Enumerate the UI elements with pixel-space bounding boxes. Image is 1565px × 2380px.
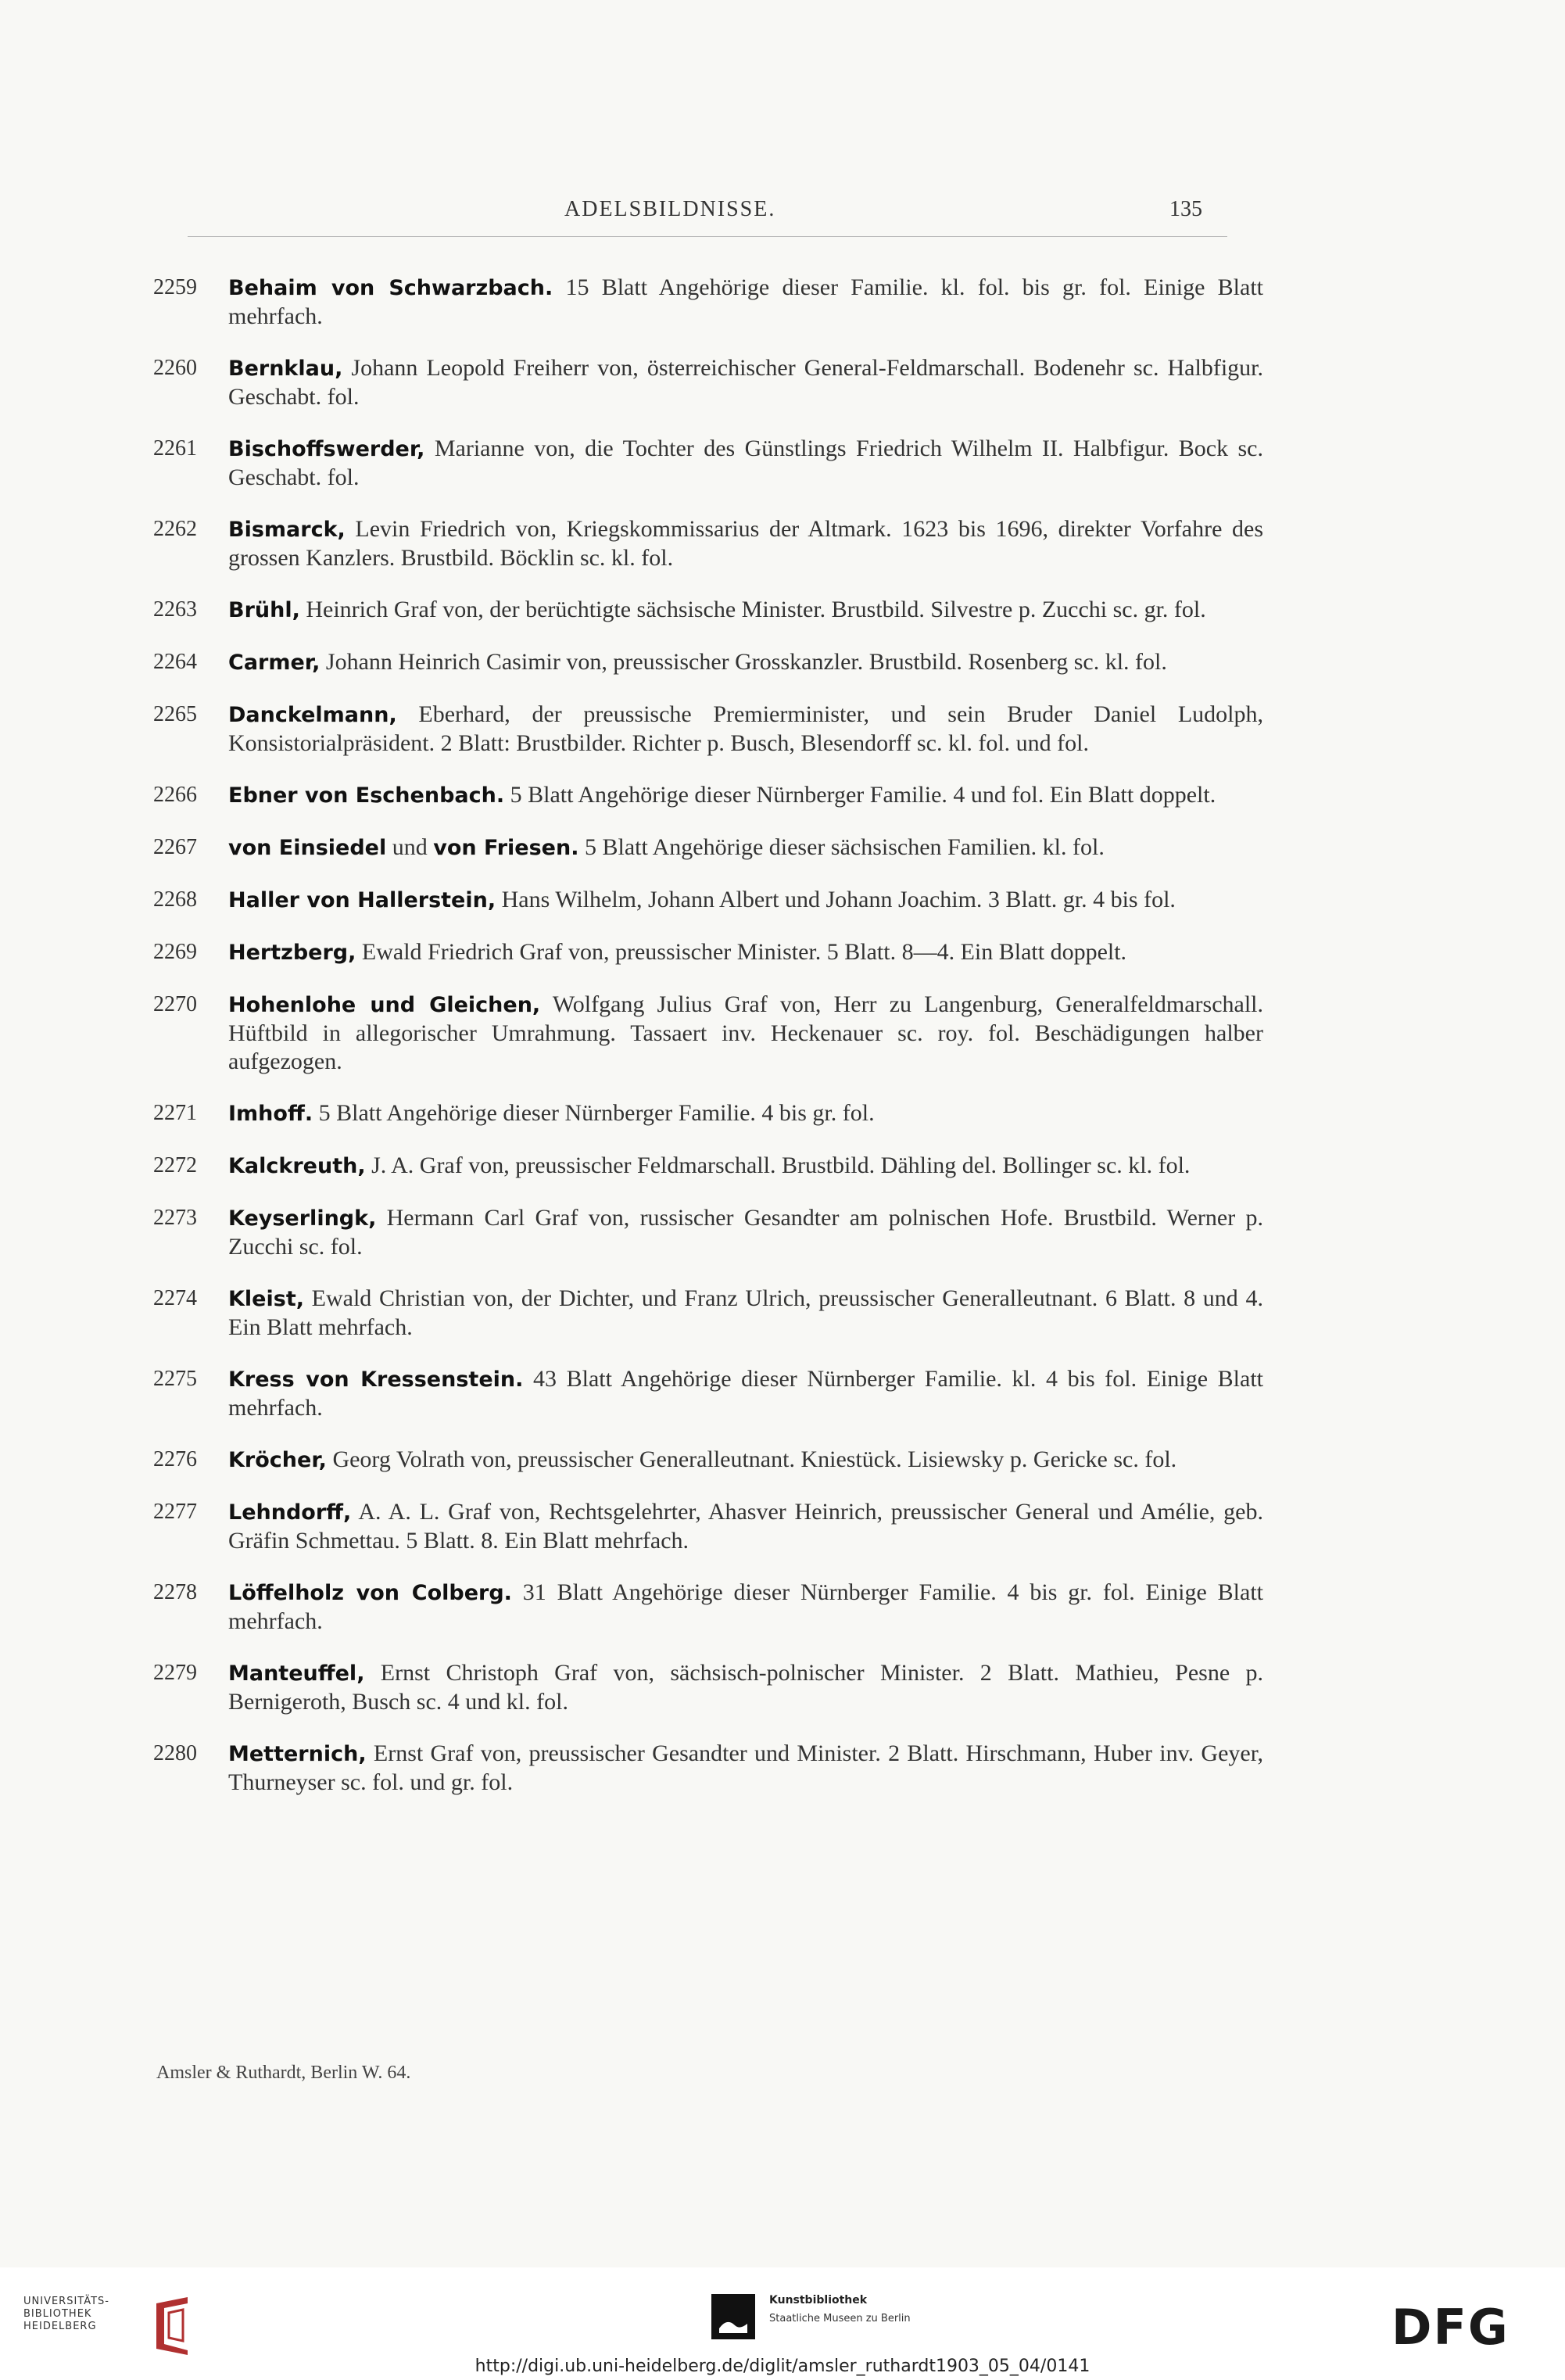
entry-number: 2277	[153, 1500, 197, 1524]
catalog-entry	[153, 781, 1263, 810]
entry-name: Danckelmann,	[228, 703, 397, 727]
entry-number: 2260	[153, 356, 197, 380]
entry-number: 2279	[153, 1661, 197, 1685]
entry-name: Bismarck,	[228, 518, 346, 542]
catalog-entry	[153, 701, 1263, 758]
entry-name: Manteuffel,	[228, 1661, 365, 1686]
catalog-entry	[153, 1446, 1263, 1475]
entry-number: 2276	[153, 1447, 197, 1471]
entry-number: 2271	[153, 1101, 197, 1125]
entry-description: Eberhard, der preussische Premierminister, und sein Bruder Daniel Ludolph, Konsistorialpräsident. 2 Blatt: Brustbilder. Richter p. Busch, Blesendorff sc. kl. fol. und fol.	[228, 701, 1263, 756]
entry-name: Brühl,	[228, 598, 300, 622]
ub-heidelberg-logo[interactable]	[23, 2296, 195, 2358]
entry-number: 2270	[153, 992, 197, 1016]
catalog-entry	[153, 648, 1263, 677]
entry-number: 2265	[153, 702, 197, 726]
catalog-entry	[153, 1498, 1263, 1555]
entry-description: 31 Blatt Angehörige dieser Nürnberger Familie. 4 bis gr. fol. Einige Blatt mehrfach.	[228, 1579, 1263, 1634]
entry-number: 2267	[153, 835, 197, 859]
catalog-entry	[153, 274, 1263, 331]
entry-name: Hohenlohe und Gleichen,	[228, 993, 541, 1017]
dfg-logo[interactable]: DFG	[1391, 2299, 1509, 2356]
ub-line-3: HEIDELBERG	[23, 2321, 97, 2332]
entry-name: von Einsiedel	[228, 836, 387, 860]
entry-number: 2274	[153, 1286, 197, 1310]
entry-description: Johann Leopold Freiherr von, österreichischer General-Feldmarschall. Bodenehr sc. Halbfigur. Geschabt. fol.	[228, 355, 1263, 410]
entry-number: 2263	[153, 597, 197, 622]
entry-name: Kalckreuth,	[228, 1154, 366, 1178]
entry-name: Haller von Hallerstein,	[228, 888, 496, 912]
entry-number: 2268	[153, 887, 197, 912]
catalog-entry	[153, 1099, 1263, 1128]
entry-number: 2273	[153, 1206, 197, 1230]
running-title: ADELSBILDNISSE.	[564, 197, 776, 221]
entry-description: Hans Wilhelm, Johann Albert und Johann Joachim. 3 Blatt. gr. 4 bis fol.	[496, 887, 1176, 912]
permalink-url[interactable]: http://digi.ub.uni-heidelberg.de/diglit/amsler_ruthardt1903_05_04/0141	[475, 2357, 1090, 2376]
entry-description: Heinrich Graf von, der berüchtigte sächsische Minister. Brustbild. Silvestre p. Zucchi sc. gr. fol.	[299, 597, 1206, 622]
entry-number: 2280	[153, 1741, 197, 1765]
kunstbibliothek-title: Kunstbibliothek	[769, 2294, 868, 2307]
entry-name: Bernklau,	[228, 357, 343, 381]
entry-name: Behaim von Schwarzbach.	[228, 276, 553, 300]
entry-description: A. A. L. Graf von, Rechtsgelehrter, Ahasver Heinrich, preussischer General und Amélie, geb. Gräfin Schmettau. 5 Blatt. 8. Ein Blatt mehrfach.	[228, 1499, 1263, 1554]
entry-name: Keyserlingk,	[228, 1206, 377, 1231]
entry-number: 2278	[153, 1580, 197, 1604]
catalog-entry	[153, 1204, 1263, 1261]
entry-description: Ernst Graf von, preussischer Gesandter und Minister. 2 Blatt. Hirschmann, Huber inv. Geyer, Thurneyser sc. fol. und gr. fol.	[228, 1740, 1263, 1795]
entry-description: Levin Friedrich von, Kriegskommissarius der Altmark. 1623 bis 1696, direkter Vorfahre des grossen Kanzlers. Brustbild. Böcklin sc. kl. fol.	[228, 516, 1263, 571]
entry-description: Hermann Carl Graf von, russischer Gesandter am polnischen Hofe. Brustbild. Werner p. Zucchi sc. fol.	[228, 1205, 1263, 1260]
entry-description: und	[386, 834, 434, 860]
entry-name: Metternich,	[228, 1742, 367, 1766]
page-number: 135	[1169, 197, 1202, 221]
catalog-entries	[153, 274, 1263, 1820]
printer-imprint: Amsler & Ruthardt, Berlin W. 64.	[156, 2063, 411, 2083]
entry-number: 2261	[153, 436, 197, 461]
catalog-entry	[153, 833, 1263, 862]
catalog-entry	[153, 1285, 1263, 1342]
entry-name: Carmer,	[228, 651, 321, 675]
entry-name: Hertzberg,	[228, 941, 356, 965]
ub-line-2: BIBLIOTHEK	[23, 2308, 92, 2320]
ub-bracket-icon	[149, 2296, 203, 2357]
catalog-entry	[153, 938, 1263, 967]
catalog-entry	[153, 886, 1263, 915]
entry-description: 15 Blatt Angehörige dieser Familie. kl. fol. bis gr. fol. Einige Blatt mehrfach.	[228, 274, 1263, 329]
catalog-entry	[153, 354, 1263, 411]
entry-number: 2275	[153, 1367, 197, 1391]
entry-name: Löffelholz von Colberg.	[228, 1581, 512, 1605]
entry-description: Ewald Friedrich Graf von, preussischer Minister. 5 Blatt. 8—4. Ein Blatt doppelt.	[356, 939, 1127, 965]
entry-description: Marianne von, die Tochter des Günstlings Friedrich Wilhelm II. Halbfigur. Bock sc. Geschabt. fol.	[228, 435, 1263, 490]
catalog-entry	[153, 596, 1263, 625]
digitization-footer	[0, 2267, 1565, 2380]
ub-line-1: UNIVERSITÄTS-	[23, 2296, 109, 2307]
entry-name: Kress von Kressenstein.	[228, 1367, 524, 1392]
entry-description: Johann Heinrich Casimir von, preussischer Grosskanzler. Brustbild. Rosenberg sc. kl. fol.	[320, 649, 1167, 675]
entry-number: 2262	[153, 517, 197, 541]
entry-name: Kröcher,	[228, 1448, 327, 1472]
kunstbibliothek-subtitle: Staatliche Museen zu Berlin	[769, 2313, 911, 2324]
entry-number: 2264	[153, 650, 197, 674]
catalog-entry	[153, 991, 1263, 1076]
catalog-entry	[153, 1365, 1263, 1422]
entry-description: Wolfgang Julius Graf von, Herr zu Langenburg, Generalfeldmarschall. Hüftbild in allegorischer Umrahmung. Tassaert inv. Heckenauer sc. roy. fol. Beschädigungen halber aufgezogen.	[228, 991, 1264, 1074]
entry-description: 5 Blatt Angehörige dieser Nürnberger Familie. 4 bis gr. fol.	[313, 1100, 875, 1126]
kunstbibliothek-mark-icon	[711, 2294, 755, 2339]
page-header	[0, 197, 1565, 228]
catalog-entry	[153, 1659, 1263, 1716]
header-rule	[188, 236, 1227, 237]
catalog-entry	[153, 1152, 1263, 1181]
entry-number: 2269	[153, 940, 197, 964]
entry-description-secondary: 5 Blatt Angehörige dieser sächsischen Familien. kl. fol.	[578, 834, 1105, 860]
entry-name: Imhoff.	[228, 1102, 313, 1126]
entry-name: Bischoffswerder,	[228, 437, 425, 461]
entry-number: 2272	[153, 1153, 197, 1177]
catalog-entry	[153, 1740, 1263, 1797]
kunstbibliothek-logo[interactable]	[711, 2283, 946, 2346]
entry-description: 43 Blatt Angehörige dieser Nürnberger Familie. kl. 4 bis fol. Einige Blatt mehrfach.	[228, 1366, 1263, 1421]
catalog-entry	[153, 435, 1263, 492]
entry-description: Ernst Christoph Graf von, sächsisch-polnischer Minister. 2 Blatt. Mathieu, Pesne p. Bernigeroth, Busch sc. 4 und kl. fol.	[228, 1660, 1263, 1715]
entry-number: 2259	[153, 275, 197, 299]
entry-description: Ewald Christian von, der Dichter, und Franz Ulrich, preussischer Generalleutnant. 6 Blatt. 8 und 4. Ein Blatt mehrfach.	[228, 1285, 1263, 1340]
entry-description: Georg Volrath von, preussischer Generalleutnant. Kniestück. Lisiewsky p. Gericke sc. fol.	[326, 1446, 1177, 1472]
catalog-entry	[153, 515, 1263, 572]
entry-name-secondary: von Friesen.	[433, 836, 579, 860]
entry-name: Lehndorff,	[228, 1500, 352, 1525]
entry-number: 2266	[153, 783, 197, 807]
entry-description: 5 Blatt Angehörige dieser Nürnberger Familie. 4 und fol. Ein Blatt doppelt.	[504, 782, 1216, 808]
entry-name: Kleist,	[228, 1287, 304, 1311]
entry-description: J. A. Graf von, preussischer Feldmarschall. Brustbild. Dähling del. Bollinger sc. kl. fol.	[365, 1152, 1191, 1178]
catalog-entry	[153, 1579, 1263, 1636]
entry-name: Ebner von Eschenbach.	[228, 783, 505, 808]
